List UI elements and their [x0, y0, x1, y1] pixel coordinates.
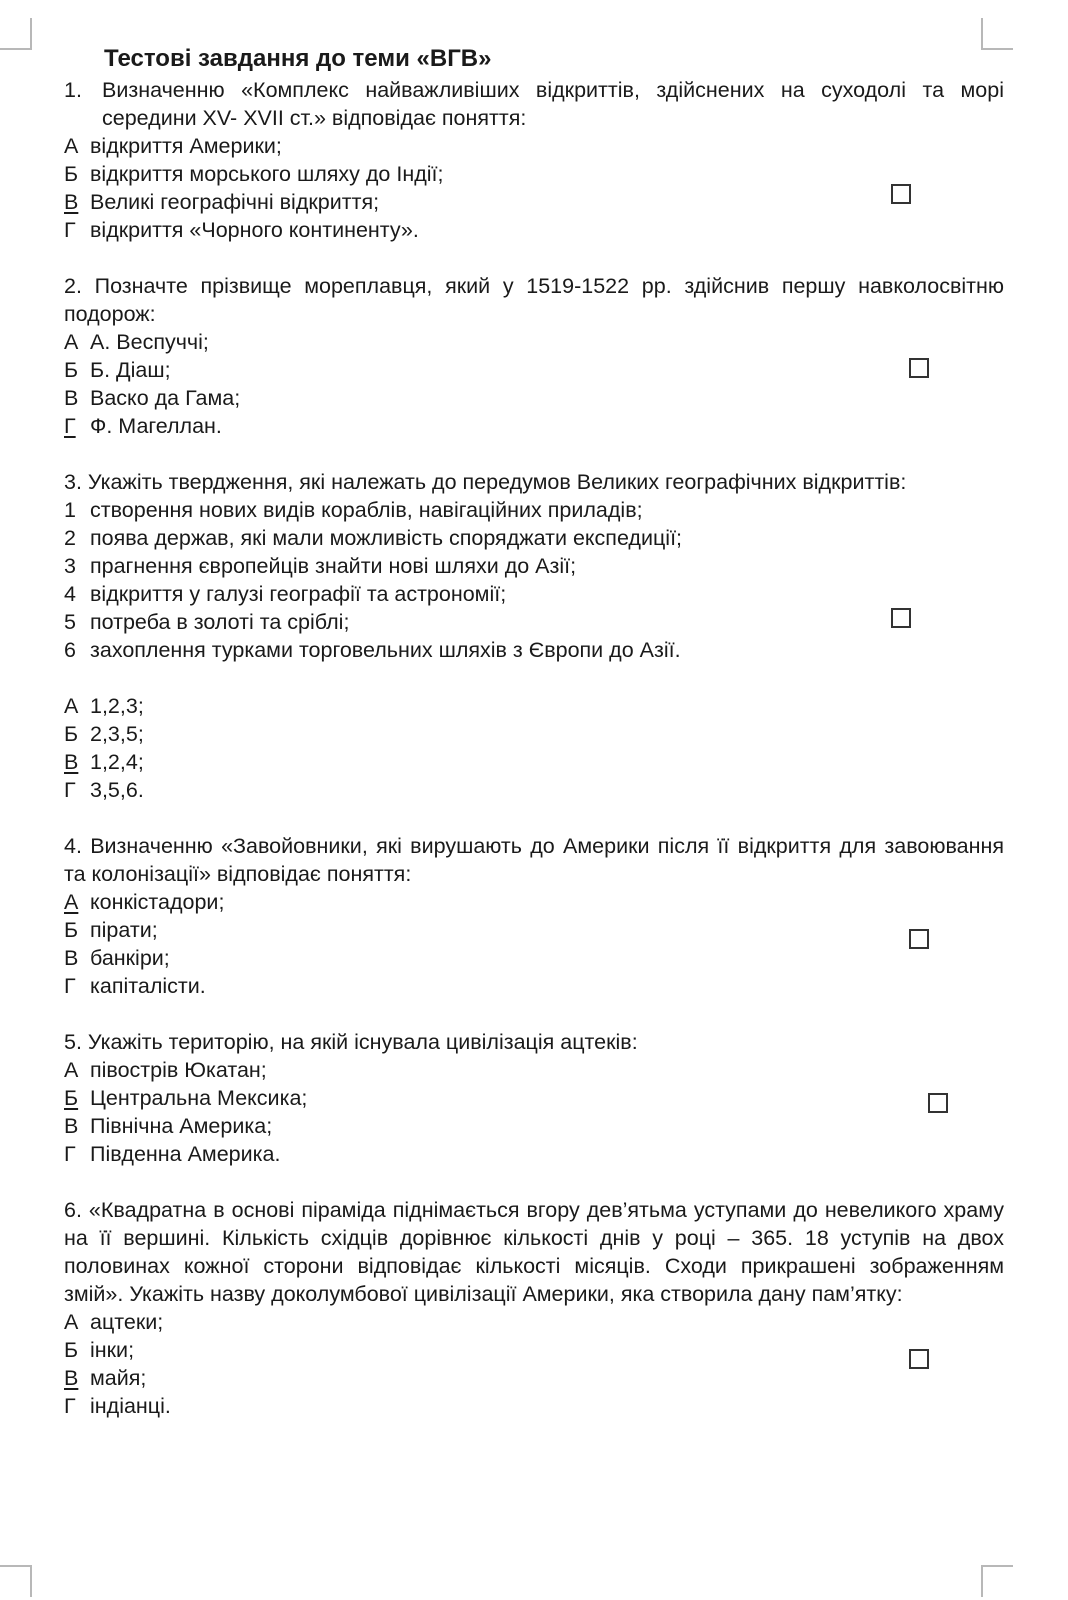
option-d: Г Південна Америка. — [64, 1142, 281, 1166]
answer-checkbox-3[interactable] — [891, 608, 911, 628]
statement-item: 4 відкриття у галузі географії та астрономії; — [64, 582, 507, 606]
answer-checkbox-1[interactable] — [891, 184, 911, 204]
option-d-selected: Г Ф. Магеллан. — [64, 414, 222, 438]
option-c: В Васко да Гама; — [64, 386, 241, 410]
question-4 — [64, 832, 1004, 1000]
option-b: Б 2,3,5; — [64, 722, 144, 746]
option-d: Г індіанці. — [64, 1394, 171, 1418]
option-c: В Північна Америка; — [64, 1114, 273, 1138]
option-a: А 1,2,3; — [64, 694, 144, 718]
option-c: В банкіри; — [64, 946, 170, 970]
option-b-selected: Б Центральна Мексика; — [64, 1086, 308, 1110]
option-a-selected: А конкістадори; — [64, 890, 225, 914]
option-b: Б пірати; — [64, 918, 158, 942]
question-5 — [64, 1028, 1004, 1168]
answer-checkbox-5[interactable] — [928, 1093, 948, 1113]
option-c-selected: В майя; — [64, 1366, 147, 1390]
question-6-text: 6. «Квадратна в основі піраміда піднімається вгору дев’ятьма уступами до невеликого храму на її вершині. Кількість східців дорівнює кількості днів у році – 365. 18 уступів на двох половинах кожної сторони відповідає кількості місяців. Сходи прикрашені зображенням змій». Укажіть назву доколумбової цивілізації Америки, яка створила дану пам’ятку: — [64, 1198, 1004, 1306]
question-1 — [64, 76, 1004, 244]
option-b: Б Б. Діаш; — [64, 358, 171, 382]
option-a: А А. Веспуччі; — [64, 330, 209, 354]
question-1-number: 1. — [64, 78, 82, 102]
question-3-text: 3. Укажіть твердження, які належать до передумов Великих географічних відкриттів: — [64, 470, 907, 494]
page-title: Тестові завдання до теми «ВГВ» — [104, 45, 492, 72]
question-1-text-row — [64, 76, 1004, 132]
option-b: Б відкриття морського шляху до Індії; — [64, 162, 444, 186]
question-2 — [64, 272, 1004, 440]
document-content — [64, 44, 1004, 1448]
answer-checkbox-6[interactable] — [909, 1349, 929, 1369]
option-d: Г 3,5,6. — [64, 778, 144, 802]
statement-item: 3 прагнення європейців знайти нові шляхи до Азії; — [64, 554, 577, 578]
option-b: Б інки; — [64, 1338, 135, 1362]
option-d: Г відкриття «Чорного континенту». — [64, 218, 419, 242]
question-4-text: 4. Визначенню «Завойовники, які вирушають до Америки після її відкриття для завоювання та колонізації» відповідає поняття: — [64, 834, 1004, 886]
question-1-text: Визначенню «Комплекс найважливіших відкриттів, здійснених на суходолі та морі середини XV- XVII ст.» відповідає поняття: — [102, 78, 1004, 130]
option-d: Г капіталісти. — [64, 974, 206, 998]
option-a: А відкриття Америки; — [64, 134, 282, 158]
crop-mark-bottom-left — [0, 1565, 32, 1597]
question-5-text: 5. Укажіть територію, на якій існувала цивілізація ацтеків: — [64, 1030, 638, 1054]
statement-item: 2 поява держав, які мали можливість споряджати експедиції; — [64, 526, 683, 550]
crop-mark-bottom-right — [981, 1565, 1013, 1597]
option-c-selected: В 1,2,4; — [64, 750, 144, 774]
option-c-selected: В Великі географічні відкриття; — [64, 190, 380, 214]
answer-checkbox-2[interactable] — [909, 358, 929, 378]
option-a: А півострів Юкатан; — [64, 1058, 267, 1082]
statement-item: 6 захоплення турками торговельних шляхів з Європи до Азії. — [64, 638, 681, 662]
question-2-text: 2. Позначте прізвище мореплавця, який у 1519-1522 рр. здійснив першу навколосвітню подорож: — [64, 274, 1004, 326]
crop-mark-top-left — [0, 18, 32, 50]
question-3 — [64, 468, 1004, 804]
statement-item: 1 створення нових видів кораблів, навігаційних приладів; — [64, 498, 643, 522]
question-6 — [64, 1196, 1004, 1420]
statement-item: 5 потреба в золоті та сріблі; — [64, 610, 350, 634]
answer-checkbox-4[interactable] — [909, 929, 929, 949]
option-a: А ацтеки; — [64, 1310, 164, 1334]
